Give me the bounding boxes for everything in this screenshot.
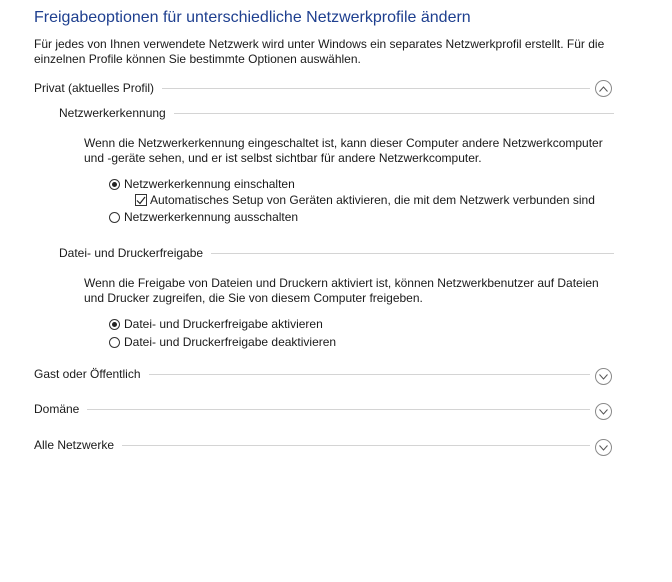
expand-guest-button[interactable]	[595, 368, 612, 385]
chevron-down-icon	[599, 409, 608, 415]
description-line: und -geräte sehen, und er ist selbst sichtbar für andere Netzwerkcomputer.	[84, 151, 482, 165]
divider	[87, 409, 590, 410]
sharing-heading: Datei- und Druckerfreigabe	[59, 246, 204, 260]
description-line: einzelnen Profile können Sie bestimmte Optionen auswählen.	[34, 52, 361, 66]
sharing-off-radio[interactable]	[109, 335, 336, 349]
divider	[162, 88, 590, 89]
divider	[122, 445, 590, 446]
divider	[211, 253, 614, 254]
subsection-sharing-header	[59, 246, 614, 260]
description-line: Für jedes von Ihnen verwendete Netzwerk wird unter Windows ein separates Netzwerkprofil erstellt. Für die	[34, 37, 605, 51]
chevron-down-icon	[599, 445, 608, 451]
radio-unselected-icon	[109, 337, 120, 348]
section-domain-header[interactable]	[34, 402, 590, 416]
section-private-header[interactable]	[34, 81, 590, 95]
page-description	[34, 37, 604, 67]
section-all-networks-header[interactable]	[34, 438, 590, 452]
expand-all-networks-button[interactable]	[595, 439, 612, 456]
sharing-on-radio[interactable]	[109, 317, 323, 331]
discovery-on-radio[interactable]	[109, 177, 295, 191]
description-line: Wenn die Netzwerkerkennung eingeschaltet ist, kann dieser Computer andere Netzwerkcomputer	[84, 136, 603, 150]
discovery-heading: Netzwerkerkennung	[59, 106, 166, 120]
radio-selected-icon	[109, 179, 120, 190]
radio-unselected-icon	[109, 212, 120, 223]
description-line: Wenn die Freigabe von Dateien und Druckern aktiviert ist, können Netzwerkbenutzer auf Dateien	[84, 276, 599, 290]
radio-label: Netzwerkerkennung einschalten	[124, 177, 295, 191]
section-guest-header[interactable]	[34, 367, 590, 381]
collapse-private-button[interactable]	[595, 80, 612, 97]
discovery-description	[84, 136, 603, 166]
chevron-down-icon	[599, 374, 608, 380]
radio-label: Netzwerkerkennung ausschalten	[124, 210, 299, 224]
description-line: und Drucker zugreifen, die Sie von diesem Computer freigeben.	[84, 291, 423, 305]
checkbox-label: Automatisches Setup von Geräten aktivieren, die mit dem Netzwerk verbunden sind	[150, 193, 595, 207]
page-title: Freigabeoptionen für unterschiedliche Netzwerkprofile ändern	[34, 9, 471, 26]
radio-selected-icon	[109, 319, 120, 330]
auto-setup-checkbox[interactable]	[135, 193, 595, 207]
divider	[174, 113, 614, 114]
expand-domain-button[interactable]	[595, 403, 612, 420]
divider	[149, 374, 591, 375]
discovery-off-radio[interactable]	[109, 210, 298, 224]
chevron-up-icon	[599, 86, 608, 92]
radio-label: Datei- und Druckerfreigabe aktivieren	[124, 317, 323, 331]
subsection-discovery-header	[59, 106, 614, 120]
radio-label: Datei- und Druckerfreigabe deaktivieren	[124, 335, 337, 349]
section-private-label: Privat (aktuelles Profil)	[34, 81, 155, 95]
checkbox-checked-icon	[135, 194, 147, 206]
section-domain-label: Domäne	[34, 402, 80, 416]
sharing-description	[84, 276, 599, 306]
section-all-networks-label: Alle Netzwerke	[34, 438, 115, 452]
section-guest-label: Gast oder Öffentlich	[34, 367, 141, 381]
